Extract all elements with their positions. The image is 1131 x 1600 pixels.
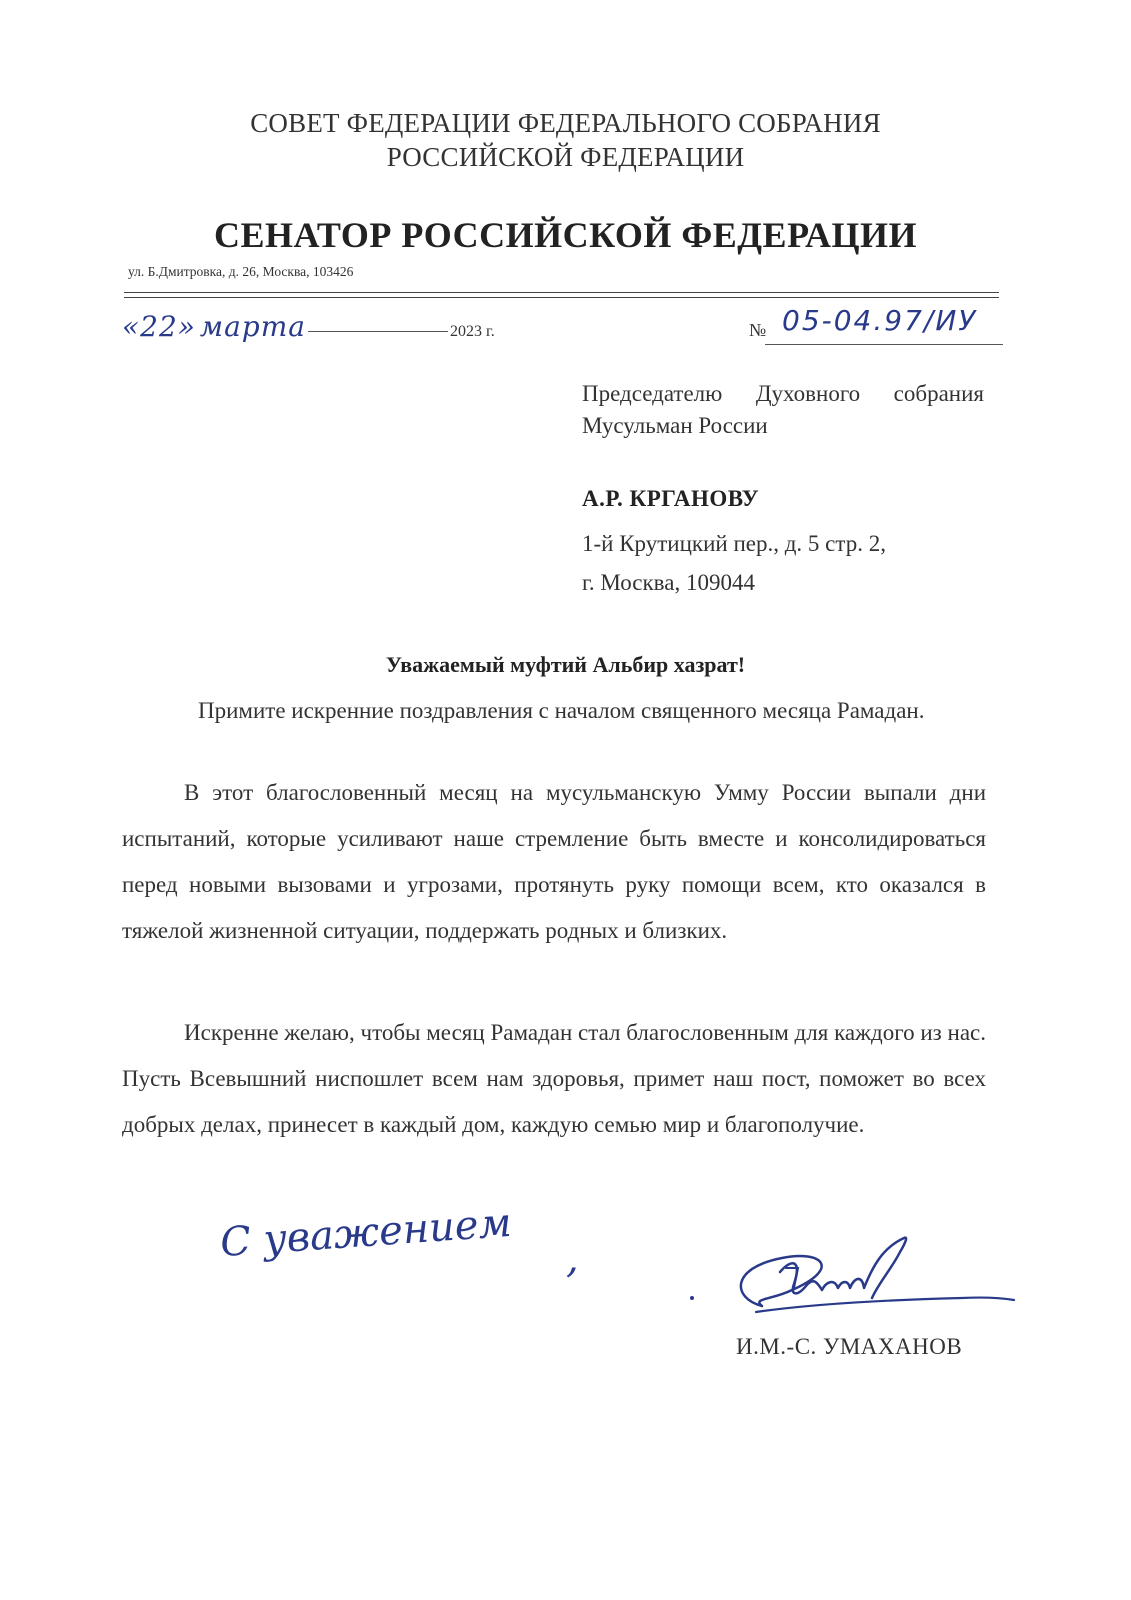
date-month: марта	[199, 310, 306, 343]
paragraph-3: Искренне желаю, чтобы месяц Рамадан стал благословенным для каждого из нас. Пусть Всевышний ниспошлет всем нам здоровья, примет наш пост, поможет во всех добрых делах, принесет в каждый дом, каждую семью мир и благополучие.	[122, 1020, 986, 1137]
reference-number-label: №	[749, 320, 767, 340]
letter-date	[122, 310, 495, 343]
ink-dot	[690, 1296, 694, 1300]
date-year: 2023 г.	[449, 323, 495, 340]
recipient-name: А.Р. КРГАНОВУ	[582, 486, 760, 511]
salutation: Уважаемый муфтий Альбир хазрат!	[385, 652, 746, 677]
recipient-title: Председателю Духовного собрания Мусульман России	[582, 381, 984, 438]
reference-number: 05-04.97/ИУ	[782, 304, 978, 337]
closing-handwritten: С уважением	[218, 1199, 513, 1267]
letterhead-address: ул. Б.Дмитровка, д. 26, Москва, 103426	[128, 264, 354, 279]
signer-name: И.М.-С. УМАХАНОВ	[736, 1334, 963, 1359]
recipient-address-line2: г. Москва, 109044	[582, 570, 755, 595]
paragraph-2: В этот благословенный месяц на мусульманскую Умму России выпали дни испытаний, которые усиливают наше стремление быть вместе и консолидироваться перед новыми вызовами и угрозами, протянуть руку помощи всем, кто оказался в тяжелой жизненной ситуации, поддержать родных и близких.	[122, 780, 986, 943]
letterhead-divider-top	[124, 292, 999, 293]
date-underline	[308, 331, 448, 332]
recipient-address-line1: 1-й Крутицкий пер., д. 5 стр. 2,	[582, 531, 886, 556]
letterhead-divider-bottom	[124, 297, 999, 298]
closing-comma: ,	[566, 1236, 579, 1282]
reference-number-underline	[765, 344, 1003, 345]
paragraph-1: Примите искренние поздравления с началом священного месяца Рамадан.	[198, 698, 925, 723]
org-name-line2: РОССИЙСКОЙ ФЕДЕРАЦИИ	[386, 142, 745, 172]
date-day: «22»	[122, 310, 196, 343]
org-name-line1: СОВЕТ ФЕДЕРАЦИИ ФЕДЕРАЛЬНОГО СОБРАНИЯ	[250, 108, 881, 138]
handwritten-signature	[722, 1228, 1022, 1338]
letterhead-title: СЕНАТОР РОССИЙСКОЙ ФЕДЕРАЦИИ	[214, 215, 917, 255]
